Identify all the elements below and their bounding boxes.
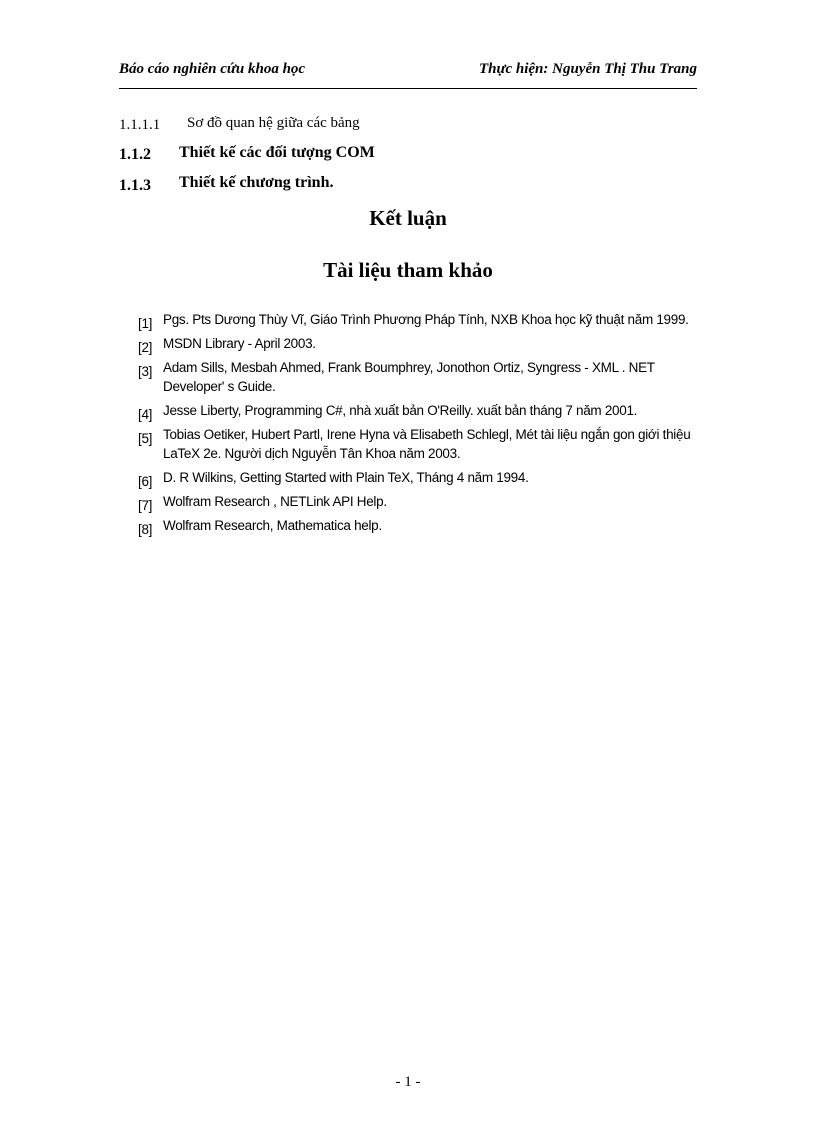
page-number: - 1 - (395, 1074, 421, 1090)
reference-item (138, 468, 700, 487)
heading-text: Sơ đồ quan hệ giữa các bảng (187, 115, 360, 131)
reference-number: [7] (138, 498, 153, 513)
reference-item (138, 401, 700, 420)
reference-number: [3] (138, 364, 153, 379)
reference-number: [1] (138, 316, 153, 331)
reference-list (138, 310, 700, 540)
reference-item (138, 492, 700, 511)
reference-item (138, 334, 700, 353)
reference-number: [8] (138, 522, 153, 537)
reference-text: D. R Wilkins, Getting Started with Plain TeX, Tháng 4 năm 1994. (163, 470, 529, 485)
reference-text: Wolfram Research , NETLink API Help. (163, 494, 387, 509)
reference-text: Jesse Liberty, Programming C#, nhà xuất bản O'Reilly. xuất bản tháng 7 năm 2001. (163, 403, 638, 418)
reference-text: Pgs. Pts Dương Thùy Vĩ, Giáo Trình Phương Pháp Tính, NXB Khoa học kỹ thuật năm 1999. (163, 312, 689, 327)
header-report-title: Báo cáo nghiên cứu khoa học (119, 61, 306, 77)
reference-text: Adam Sills, Mesbah Ahmed, Frank Boumphrey, Jonothon Ortiz, Syngress - XML . NET Developer' s Guide. (163, 360, 655, 394)
reference-number: [5] (138, 431, 153, 446)
conclusion-title: Kết luận (369, 206, 447, 230)
heading-text: Thiết kế chương trình. (179, 174, 334, 191)
reference-text: Tobias Oetiker, Hubert Partl, Irene Hyna và Elisabeth Schlegl, Mét tài liệu ngắn gon giới thiệu LaTeX 2e. Người dịch Nguyễn Tân Khoa năm 2003. (163, 427, 691, 461)
heading-text: Thiết kế các đối tượng COM (179, 144, 375, 161)
reference-number: [4] (138, 407, 153, 422)
header-divider (119, 88, 697, 89)
references-title: Tài liệu tham khảo (323, 258, 493, 282)
reference-text: Wolfram Research, Mathematica help. (163, 518, 382, 533)
page-header (119, 61, 697, 83)
heading-number: 1.1.1.1 (119, 117, 161, 133)
reference-number: [6] (138, 474, 153, 489)
header-author: Thực hiện: Nguyễn Thị Thu Trang (478, 61, 697, 77)
reference-item (138, 358, 700, 396)
reference-text: MSDN Library - April 2003. (163, 336, 316, 351)
heading-number: 1.1.2 (119, 146, 151, 163)
reference-item (138, 310, 700, 329)
reference-item (138, 425, 700, 463)
heading-number: 1.1.3 (119, 177, 151, 194)
reference-item (138, 516, 700, 535)
reference-number: [2] (138, 340, 153, 355)
